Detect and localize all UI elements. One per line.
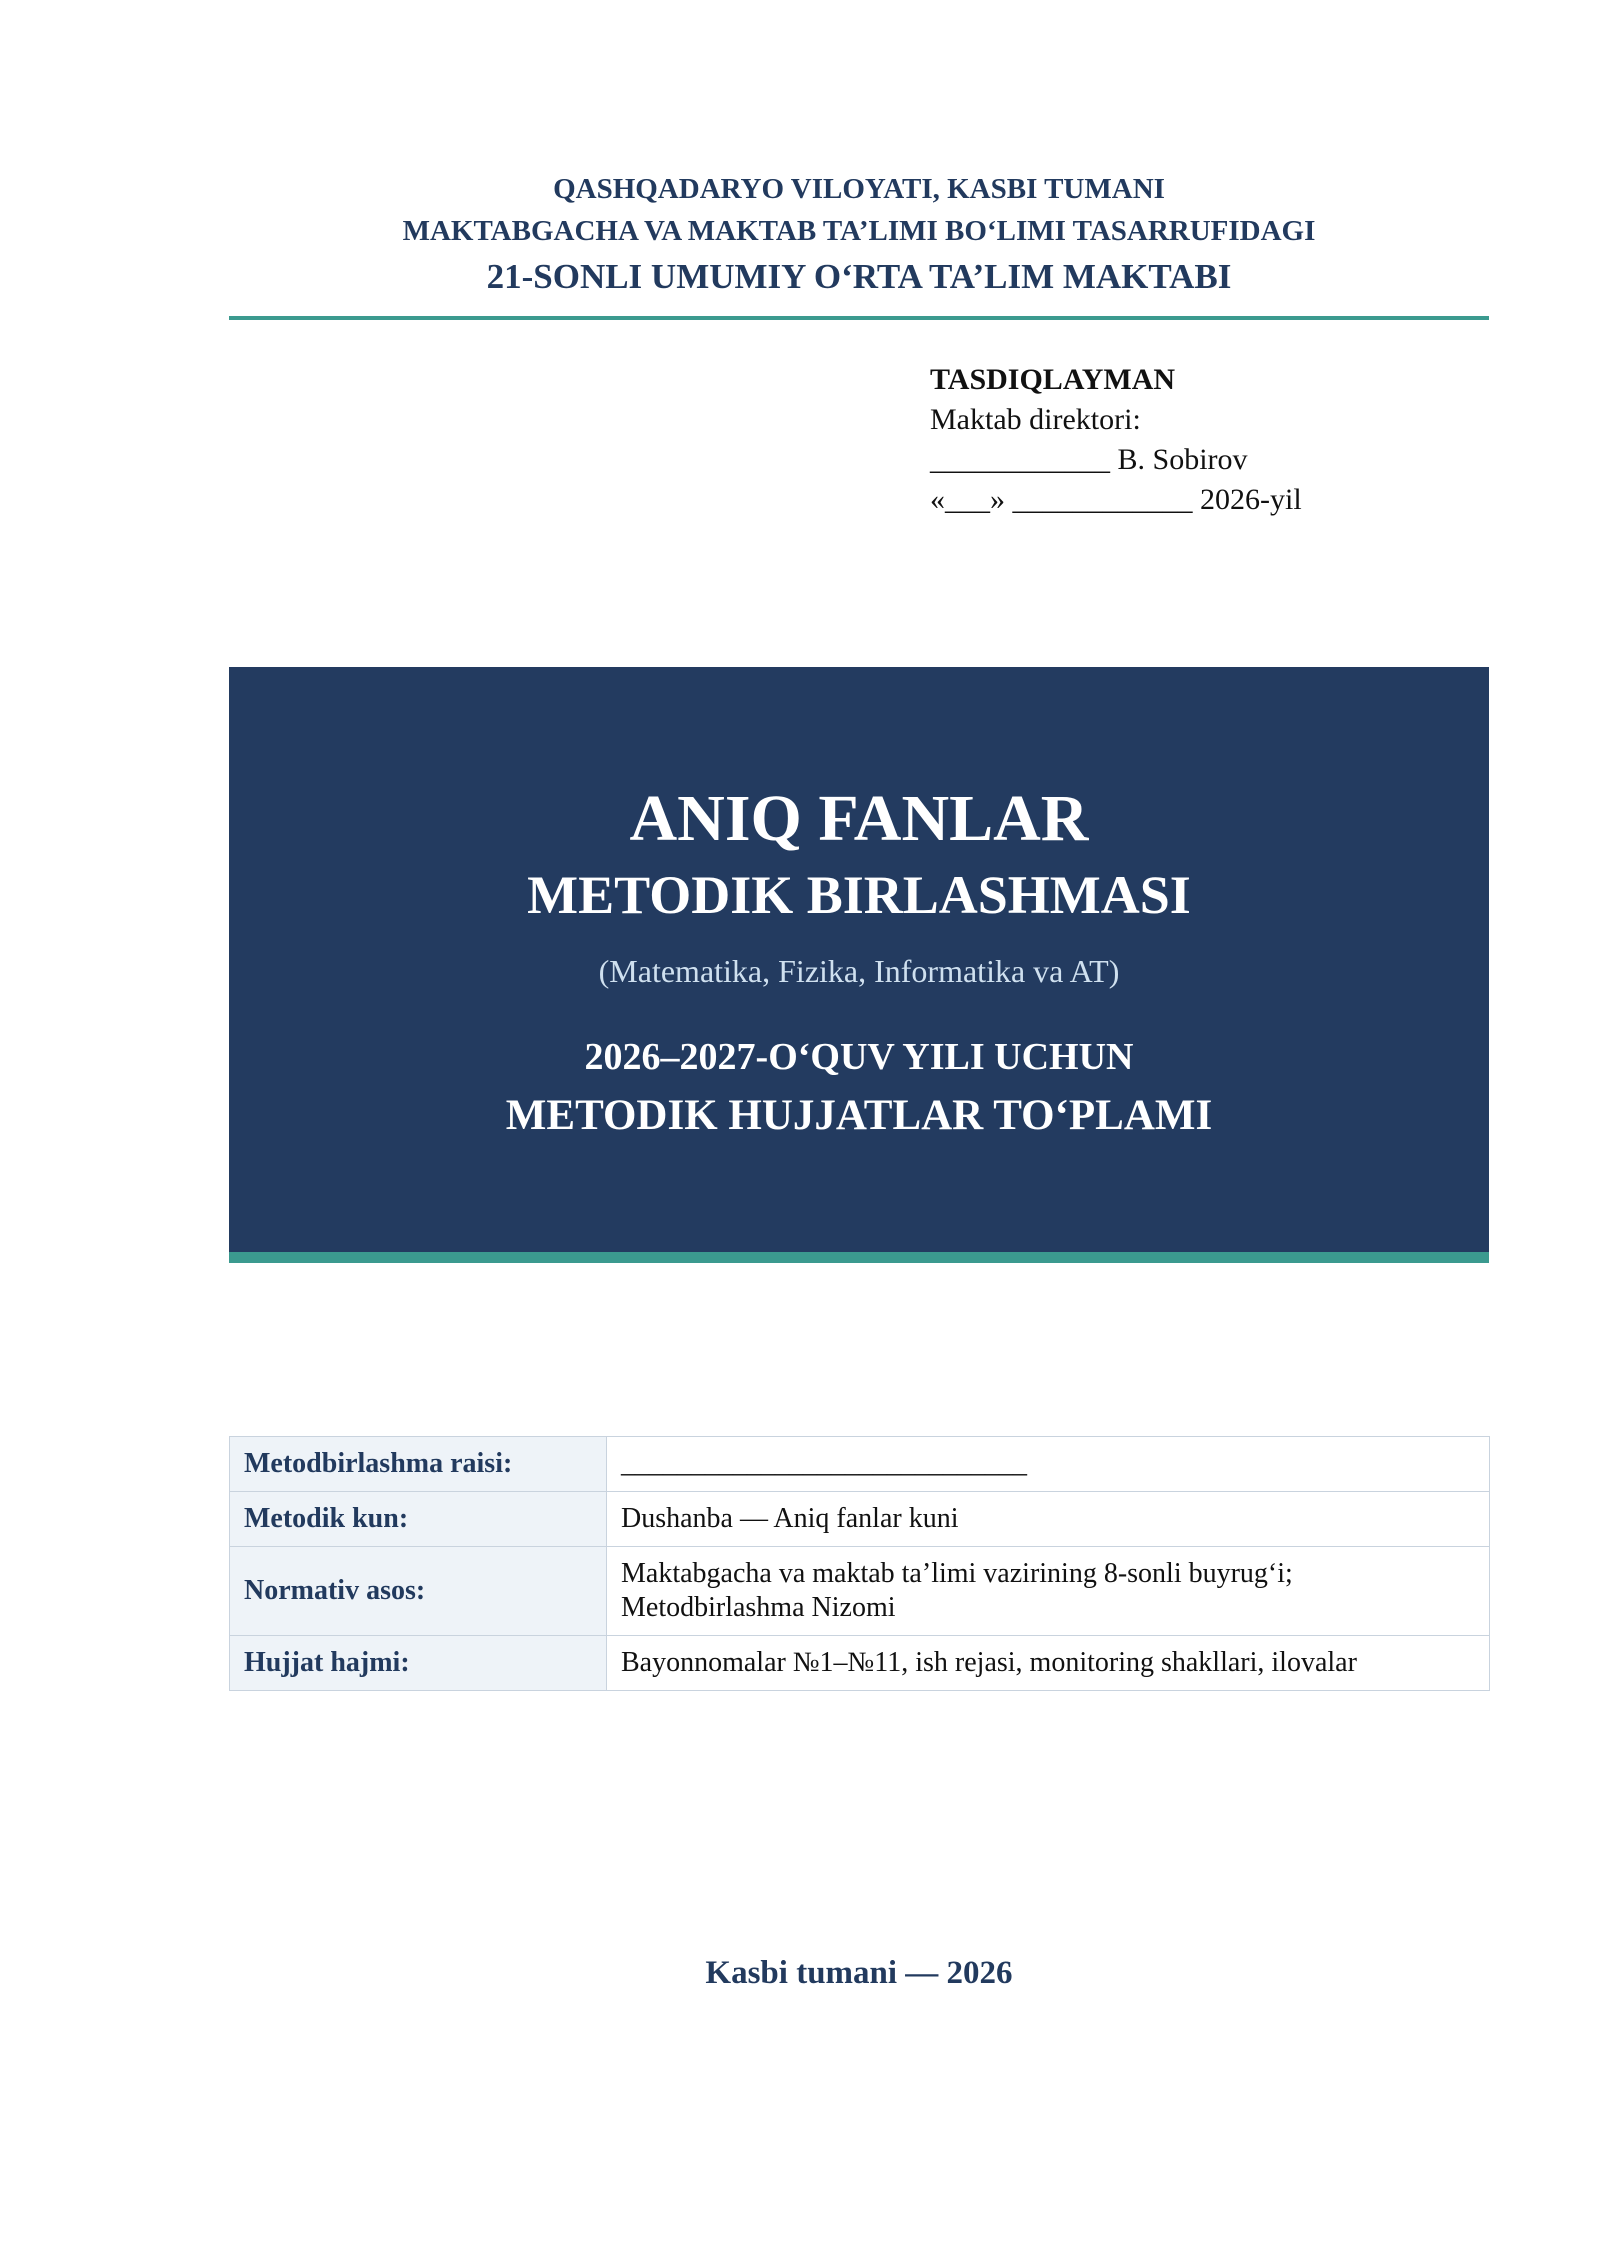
table-value	[607, 1547, 1490, 1636]
banner-year-line: 2026–2027-O‘QUV YILI UCHUN	[584, 1036, 1134, 1078]
table-key: Metodbirlashma raisi:	[230, 1437, 607, 1492]
table-value: Bayonnomalar №1–№11, ish rejasi, monitoring shakllari, ilovalar	[607, 1636, 1490, 1691]
header-region-line: QASHQADARYO VILOYATI, KASBI TUMANI	[553, 173, 1165, 205]
footer-place-year: Kasbi tumani — 2026	[705, 1955, 1013, 1991]
approval-title: TASDIQLAYMAN	[930, 363, 1176, 396]
banner-subjects: (Matematika, Fizika, Informatika va AT)	[598, 953, 1120, 989]
approval-role: Maktab direktori:	[930, 403, 1141, 436]
table-row	[230, 1437, 1490, 1492]
banner-title-line1: ANIQ FANLAR	[629, 782, 1089, 855]
approval-block	[930, 360, 1302, 520]
table-value-line: Metodbirlashma Nizomi	[621, 1592, 896, 1623]
table-value-line: Maktabgacha va maktab ta’limi vazirining 8-sonli buyrug‘i;	[621, 1558, 1293, 1589]
approval-date-line: «___» ____________ 2026-yil	[930, 483, 1302, 516]
approval-signature-line: ____________ B. Sobirov	[930, 443, 1248, 476]
table-key: Metodik kun:	[230, 1492, 607, 1547]
banner-title-line2: METODIK BIRLASHMASI	[527, 865, 1191, 925]
info-table	[229, 1436, 1490, 1691]
table-row	[230, 1492, 1490, 1547]
banner-collection-line: METODIK HUJJATLAR TO‘PLAMI	[505, 1092, 1213, 1139]
table-value: _____________________________	[607, 1437, 1490, 1492]
banner-accent-bar	[229, 1252, 1489, 1263]
header-department-line: MAKTABGACHA VA MAKTAB TA’LIMI BO‘LIMI TASARRUFIDAGI	[402, 215, 1316, 247]
table-value: Dushanba — Aniq fanlar kuni	[607, 1492, 1490, 1547]
table-row	[230, 1636, 1490, 1691]
table-key: Normativ asos:	[230, 1547, 607, 1636]
table-row	[230, 1547, 1490, 1636]
title-banner	[229, 667, 1489, 1252]
header-school-name: 21-SONLI UMUMIY O‘RTA TA’LIM MAKTABI	[486, 257, 1232, 296]
school-header	[229, 168, 1489, 302]
table-key: Hujjat hajmi:	[230, 1636, 607, 1691]
header-divider	[229, 316, 1489, 320]
